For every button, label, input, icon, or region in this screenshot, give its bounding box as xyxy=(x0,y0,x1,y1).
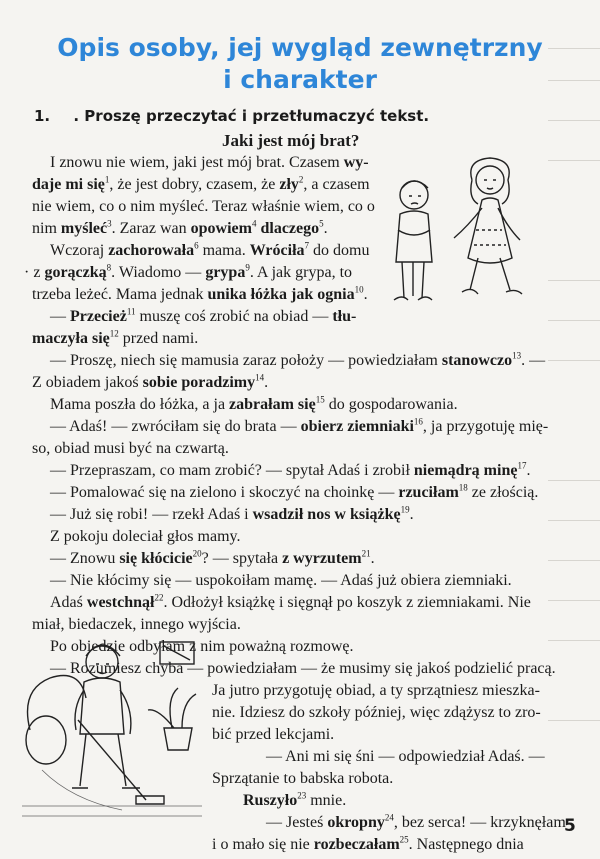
page-bleed-lines xyxy=(540,0,600,859)
task-number: 1. xyxy=(34,107,51,125)
children-illustration xyxy=(372,150,562,310)
page-title-line2: i charakter xyxy=(223,65,377,94)
page-number: 5 xyxy=(564,816,576,836)
girl-figure xyxy=(454,158,522,294)
vacuuming-boy-illustration xyxy=(22,620,202,830)
task-instruction: Proszę przeczytać i przetłumaczyć tekst. xyxy=(84,107,430,125)
story-title: Jaki jest mój brat? xyxy=(222,131,360,150)
page-title: Opis osoby, jej wygląd zewnętrzny xyxy=(57,33,543,62)
task-heading: 1. . Proszę przeczytać i przetłumaczyć tekst. xyxy=(34,107,430,125)
boy-figure xyxy=(394,181,432,300)
